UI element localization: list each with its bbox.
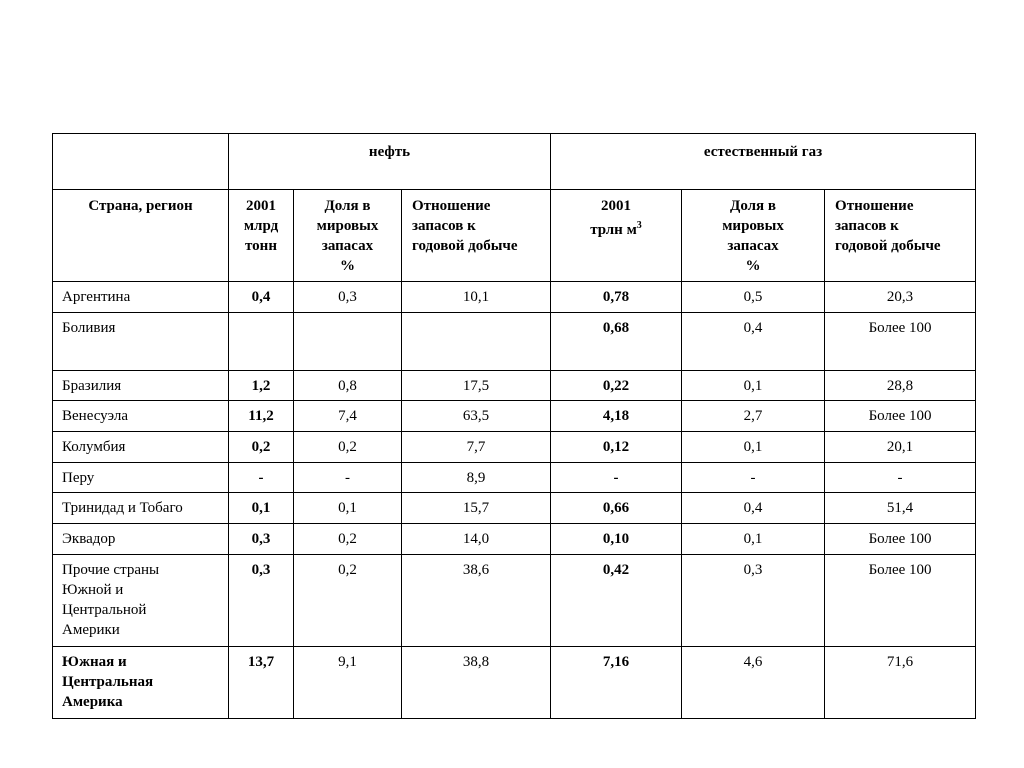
gas-reserves-cell: 4,18 [551, 401, 682, 432]
country-name-cell: Венесуэла [53, 401, 229, 432]
oil-reserves-cell: 0,2 [229, 432, 294, 463]
oil-ratio-cell: 17,5 [402, 371, 551, 401]
oil-share-header: Доля в мировых запасах % [294, 190, 402, 282]
table-body [53, 282, 976, 719]
gas-reserves-header [551, 190, 682, 282]
oil-ratio-header: Отношение запасов к годовой добыче [402, 190, 551, 282]
gas-share-cell: 0,3 [682, 555, 825, 647]
table-row [53, 555, 976, 647]
table-row [53, 371, 976, 401]
gas-reserves-header-text: 2001 трлн м [590, 198, 637, 238]
country-name-cell: Прочие страны Южной и Центральной Америки [53, 555, 229, 647]
oil-group-header: нефть [229, 134, 551, 190]
gas-share-cell: - [682, 463, 825, 493]
oil-reserves-cell: 0,1 [229, 493, 294, 524]
table-row [53, 493, 976, 524]
oil-ratio-cell: 63,5 [402, 401, 551, 432]
table-row-total [53, 647, 976, 719]
gas-share-cell: 0,5 [682, 282, 825, 313]
oil-reserves-cell [229, 313, 294, 371]
oil-reserves-cell: 11,2 [229, 401, 294, 432]
gas-share-cell: 0,4 [682, 493, 825, 524]
table-row [53, 282, 976, 313]
gas-share-header: Доля в мировых запасах % [682, 190, 825, 282]
gas-share-cell: 4,6 [682, 647, 825, 719]
country-name-cell: Перу [53, 463, 229, 493]
gas-reserves-cell: 0,78 [551, 282, 682, 313]
table-row [53, 524, 976, 555]
table-row [53, 401, 976, 432]
country-name-cell: Южная и Центральная Америка [53, 647, 229, 719]
oil-ratio-cell [402, 313, 551, 371]
gas-reserves-cell: 0,10 [551, 524, 682, 555]
gas-ratio-cell: - [825, 463, 976, 493]
gas-ratio-cell: Более 100 [825, 313, 976, 371]
gas-reserves-cell: 0,68 [551, 313, 682, 371]
oil-share-cell: 9,1 [294, 647, 402, 719]
gas-ratio-cell: 20,1 [825, 432, 976, 463]
oil-share-cell: 0,3 [294, 282, 402, 313]
oil-reserves-cell: 0,3 [229, 555, 294, 647]
oil-share-cell: 7,4 [294, 401, 402, 432]
gas-share-cell: 0,1 [682, 371, 825, 401]
oil-share-cell: 0,1 [294, 493, 402, 524]
gas-ratio-header: Отношение запасов к годовой добыче [825, 190, 976, 282]
oil-share-cell: 0,2 [294, 524, 402, 555]
gas-ratio-cell: 51,4 [825, 493, 976, 524]
oil-share-cell: 0,2 [294, 432, 402, 463]
oil-reserves-header: 2001 млрд тонн [229, 190, 294, 282]
country-column-header: Страна, регион [53, 190, 229, 282]
column-header-row [53, 190, 976, 282]
country-name-cell: Тринидад и Тобаго [53, 493, 229, 524]
oil-reserves-cell: 1,2 [229, 371, 294, 401]
country-name-cell: Колумбия [53, 432, 229, 463]
oil-ratio-cell: 8,9 [402, 463, 551, 493]
oil-share-cell: 0,2 [294, 555, 402, 647]
country-name-cell: Боливия [53, 313, 229, 371]
oil-share-cell [294, 313, 402, 371]
country-name-cell: Эквадор [53, 524, 229, 555]
oil-ratio-cell: 38,6 [402, 555, 551, 647]
gas-share-cell: 0,1 [682, 524, 825, 555]
table-row [53, 313, 976, 371]
oil-share-cell: - [294, 463, 402, 493]
oil-ratio-cell: 7,7 [402, 432, 551, 463]
table-row [53, 463, 976, 493]
oil-ratio-cell: 38,8 [402, 647, 551, 719]
gas-reserves-cell: 0,66 [551, 493, 682, 524]
gas-share-cell: 0,4 [682, 313, 825, 371]
gas-ratio-cell: Более 100 [825, 555, 976, 647]
gas-share-cell: 0,1 [682, 432, 825, 463]
gas-ratio-cell: 71,6 [825, 647, 976, 719]
oil-reserves-cell: 0,3 [229, 524, 294, 555]
gas-group-header: естественный газ [551, 134, 976, 190]
gas-reserves-cell: 7,16 [551, 647, 682, 719]
oil-ratio-cell: 10,1 [402, 282, 551, 313]
gas-ratio-cell: Более 100 [825, 401, 976, 432]
table-row [53, 432, 976, 463]
gas-ratio-cell: Более 100 [825, 524, 976, 555]
country-name-cell: Бразилия [53, 371, 229, 401]
gas-reserves-cell: 0,42 [551, 555, 682, 647]
gas-ratio-cell: 28,8 [825, 371, 976, 401]
oil-ratio-cell: 14,0 [402, 524, 551, 555]
oil-reserves-cell: 13,7 [229, 647, 294, 719]
gas-reserves-cell: - [551, 463, 682, 493]
gas-ratio-cell: 20,3 [825, 282, 976, 313]
gas-reserves-cell: 0,12 [551, 432, 682, 463]
gas-share-cell: 2,7 [682, 401, 825, 432]
reserves-table [52, 133, 976, 719]
oil-reserves-cell: 0,4 [229, 282, 294, 313]
group-header-row [53, 134, 976, 190]
oil-ratio-cell: 15,7 [402, 493, 551, 524]
country-name-cell: Аргентина [53, 282, 229, 313]
gas-reserves-cell: 0,22 [551, 371, 682, 401]
empty-corner-cell [53, 134, 229, 190]
oil-reserves-cell: - [229, 463, 294, 493]
gas-reserves-header-sup: 3 [636, 220, 642, 231]
oil-share-cell: 0,8 [294, 371, 402, 401]
